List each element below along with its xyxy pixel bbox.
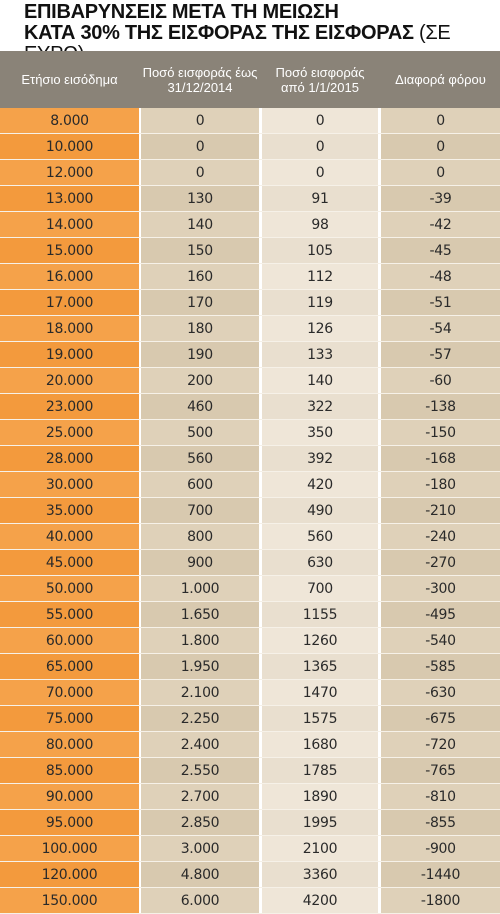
table-row (0, 758, 500, 784)
cell-contribution-from-2015: 420 (262, 472, 378, 497)
cell-income: 19.000 (0, 342, 139, 367)
title-line-2-text: ΚΑΤΑ 30% ΤΗΣ ΕΙΣΦΟΡΑΣ ΤΗΣ ΕΙΣΦΟΡΑΣ (24, 22, 414, 44)
cell-contribution-until-2014: 190 (141, 342, 259, 367)
cell-income: 20.000 (0, 368, 139, 393)
cell-contribution-from-2015: 0 (262, 160, 378, 185)
cell-contribution-until-2014: 4.800 (141, 862, 259, 887)
cell-income: 120.000 (0, 862, 139, 887)
cell-contribution-from-2015: 322 (262, 394, 378, 419)
header-contribution-from-2015: Ποσό εισφοράς από 1/1/2015 (275, 64, 365, 95)
cell-income: 12.000 (0, 160, 139, 185)
cell-contribution-until-2014: 130 (141, 186, 259, 211)
cell-contribution-from-2015: 4200 (262, 888, 378, 913)
table-row (0, 576, 500, 602)
cell-contribution-until-2014: 160 (141, 264, 259, 289)
table-row (0, 810, 500, 836)
cell-tax-difference: -810 (381, 784, 500, 809)
cell-contribution-until-2014: 2.100 (141, 680, 259, 705)
cell-contribution-from-2015: 2100 (262, 836, 378, 861)
cell-contribution-until-2014: 2.550 (141, 758, 259, 783)
cell-income: 25.000 (0, 420, 139, 445)
cell-income: 23.000 (0, 394, 139, 419)
header-income: Ετήσιο εισόδημα (21, 72, 118, 87)
cell-tax-difference: -630 (381, 680, 500, 705)
cell-contribution-from-2015: 98 (262, 212, 378, 237)
cell-contribution-from-2015: 91 (262, 186, 378, 211)
table-row (0, 264, 500, 290)
cell-contribution-from-2015: 350 (262, 420, 378, 445)
cell-contribution-until-2014: 560 (141, 446, 259, 471)
cell-contribution-until-2014: 170 (141, 290, 259, 315)
table-row (0, 394, 500, 420)
table-row (0, 186, 500, 212)
cell-tax-difference: -54 (381, 316, 500, 341)
table-row (0, 290, 500, 316)
cell-tax-difference: -900 (381, 836, 500, 861)
cell-income: 65.000 (0, 654, 139, 679)
cell-income: 35.000 (0, 498, 139, 523)
cell-tax-difference: -51 (381, 290, 500, 315)
cell-income: 45.000 (0, 550, 139, 575)
cell-contribution-until-2014: 2.250 (141, 706, 259, 731)
cell-contribution-from-2015: 112 (262, 264, 378, 289)
table-row (0, 498, 500, 524)
cell-contribution-until-2014: 1.800 (141, 628, 259, 653)
cell-income: 150.000 (0, 888, 139, 913)
cell-contribution-from-2015: 0 (262, 134, 378, 159)
table-row (0, 316, 500, 342)
cell-income: 15.000 (0, 238, 139, 263)
cell-contribution-until-2014: 2.850 (141, 810, 259, 835)
cell-income: 100.000 (0, 836, 139, 861)
table-row (0, 420, 500, 446)
cell-contribution-until-2014: 140 (141, 212, 259, 237)
table-row (0, 550, 500, 576)
cell-income: 60.000 (0, 628, 139, 653)
table-row (0, 446, 500, 472)
cell-income: 80.000 (0, 732, 139, 757)
cell-income: 13.000 (0, 186, 139, 211)
cell-contribution-until-2014: 150 (141, 238, 259, 263)
table-row (0, 862, 500, 888)
cell-income: 8.000 (0, 108, 139, 133)
cell-income: 85.000 (0, 758, 139, 783)
cell-income: 75.000 (0, 706, 139, 731)
cell-contribution-until-2014: 1.650 (141, 602, 259, 627)
cell-tax-difference: -720 (381, 732, 500, 757)
table-row (0, 602, 500, 628)
cell-tax-difference: 0 (381, 160, 500, 185)
cell-tax-difference: -585 (381, 654, 500, 679)
cell-contribution-from-2015: 490 (262, 498, 378, 523)
cell-tax-difference: -540 (381, 628, 500, 653)
cell-contribution-until-2014: 1.950 (141, 654, 259, 679)
table-row (0, 212, 500, 238)
title-line-1: ΕΠΙΒΑΡΥΝΣΕΙΣ ΜΕΤΑ ΤΗ ΜΕΙΩΣΗ (24, 1, 339, 23)
cell-contribution-from-2015: 1890 (262, 784, 378, 809)
table-header (0, 51, 500, 108)
cell-income: 28.000 (0, 446, 139, 471)
cell-contribution-until-2014: 2.400 (141, 732, 259, 757)
table-row (0, 134, 500, 160)
cell-contribution-until-2014: 0 (141, 134, 259, 159)
cell-contribution-until-2014: 200 (141, 368, 259, 393)
cell-contribution-from-2015: 700 (262, 576, 378, 601)
cell-income: 18.000 (0, 316, 139, 341)
cell-tax-difference: -270 (381, 550, 500, 575)
cell-contribution-until-2014: 900 (141, 550, 259, 575)
cell-tax-difference: 0 (381, 134, 500, 159)
cell-contribution-until-2014: 800 (141, 524, 259, 549)
cell-contribution-until-2014: 500 (141, 420, 259, 445)
header-contribution-until-2014: Ποσό εισφοράς έως 31/12/2014 (142, 64, 258, 95)
cell-contribution-until-2014: 180 (141, 316, 259, 341)
table-row (0, 472, 500, 498)
table-row (0, 238, 500, 264)
cell-income: 90.000 (0, 784, 139, 809)
cell-contribution-until-2014: 700 (141, 498, 259, 523)
cell-tax-difference: 0 (381, 108, 500, 133)
table-row (0, 732, 500, 758)
cell-income: 55.000 (0, 602, 139, 627)
cell-tax-difference: -855 (381, 810, 500, 835)
cell-tax-difference: -1440 (381, 862, 500, 887)
cell-tax-difference: -1800 (381, 888, 500, 913)
cell-contribution-from-2015: 1155 (262, 602, 378, 627)
cell-tax-difference: -240 (381, 524, 500, 549)
cell-contribution-from-2015: 1995 (262, 810, 378, 835)
table-row (0, 342, 500, 368)
cell-contribution-from-2015: 1680 (262, 732, 378, 757)
cell-tax-difference: -42 (381, 212, 500, 237)
cell-contribution-until-2014: 0 (141, 160, 259, 185)
cell-tax-difference: -48 (381, 264, 500, 289)
table-row (0, 160, 500, 186)
cell-contribution-from-2015: 1260 (262, 628, 378, 653)
cell-income: 10.000 (0, 134, 139, 159)
cell-tax-difference: -57 (381, 342, 500, 367)
cell-tax-difference: -495 (381, 602, 500, 627)
cell-contribution-until-2014: 1.000 (141, 576, 259, 601)
cell-contribution-until-2014: 6.000 (141, 888, 259, 913)
cell-tax-difference: -39 (381, 186, 500, 211)
cell-income: 50.000 (0, 576, 139, 601)
cell-contribution-until-2014: 0 (141, 108, 259, 133)
cell-tax-difference: -168 (381, 446, 500, 471)
cell-income: 95.000 (0, 810, 139, 835)
header-tax-difference: Διαφορά φόρου (395, 72, 486, 87)
cell-contribution-from-2015: 1365 (262, 654, 378, 679)
cell-contribution-from-2015: 560 (262, 524, 378, 549)
cell-contribution-until-2014: 3.000 (141, 836, 259, 861)
table-row (0, 524, 500, 550)
cell-tax-difference: -300 (381, 576, 500, 601)
cell-contribution-from-2015: 1785 (262, 758, 378, 783)
cell-income: 14.000 (0, 212, 139, 237)
cell-income: 70.000 (0, 680, 139, 705)
table-row (0, 108, 500, 134)
cell-tax-difference: -138 (381, 394, 500, 419)
cell-contribution-from-2015: 126 (262, 316, 378, 341)
table-row (0, 836, 500, 862)
cell-contribution-from-2015: 1575 (262, 706, 378, 731)
cell-tax-difference: -765 (381, 758, 500, 783)
table-row (0, 628, 500, 654)
cell-tax-difference: -210 (381, 498, 500, 523)
table-row (0, 680, 500, 706)
cell-income: 40.000 (0, 524, 139, 549)
title-unit: (ΣΕ (418, 22, 451, 44)
cell-contribution-from-2015: 140 (262, 368, 378, 393)
cell-contribution-from-2015: 630 (262, 550, 378, 575)
cell-tax-difference: -675 (381, 706, 500, 731)
cell-contribution-from-2015: 1470 (262, 680, 378, 705)
cell-contribution-until-2014: 460 (141, 394, 259, 419)
cell-tax-difference: -45 (381, 238, 500, 263)
cell-contribution-from-2015: 133 (262, 342, 378, 367)
table-row (0, 888, 500, 914)
cell-contribution-until-2014: 2.700 (141, 784, 259, 809)
cell-income: 30.000 (0, 472, 139, 497)
cell-contribution-from-2015: 3360 (262, 862, 378, 887)
cell-income: 17.000 (0, 290, 139, 315)
table-body (0, 108, 500, 914)
cell-tax-difference: -60 (381, 368, 500, 393)
cell-contribution-from-2015: 0 (262, 108, 378, 133)
cell-contribution-until-2014: 600 (141, 472, 259, 497)
cell-contribution-from-2015: 105 (262, 238, 378, 263)
cell-contribution-from-2015: 119 (262, 290, 378, 315)
cell-income: 16.000 (0, 264, 139, 289)
table-row (0, 784, 500, 810)
cell-tax-difference: -180 (381, 472, 500, 497)
cell-contribution-from-2015: 392 (262, 446, 378, 471)
table-row (0, 706, 500, 732)
table-row (0, 368, 500, 394)
table-row (0, 654, 500, 680)
cell-tax-difference: -150 (381, 420, 500, 445)
